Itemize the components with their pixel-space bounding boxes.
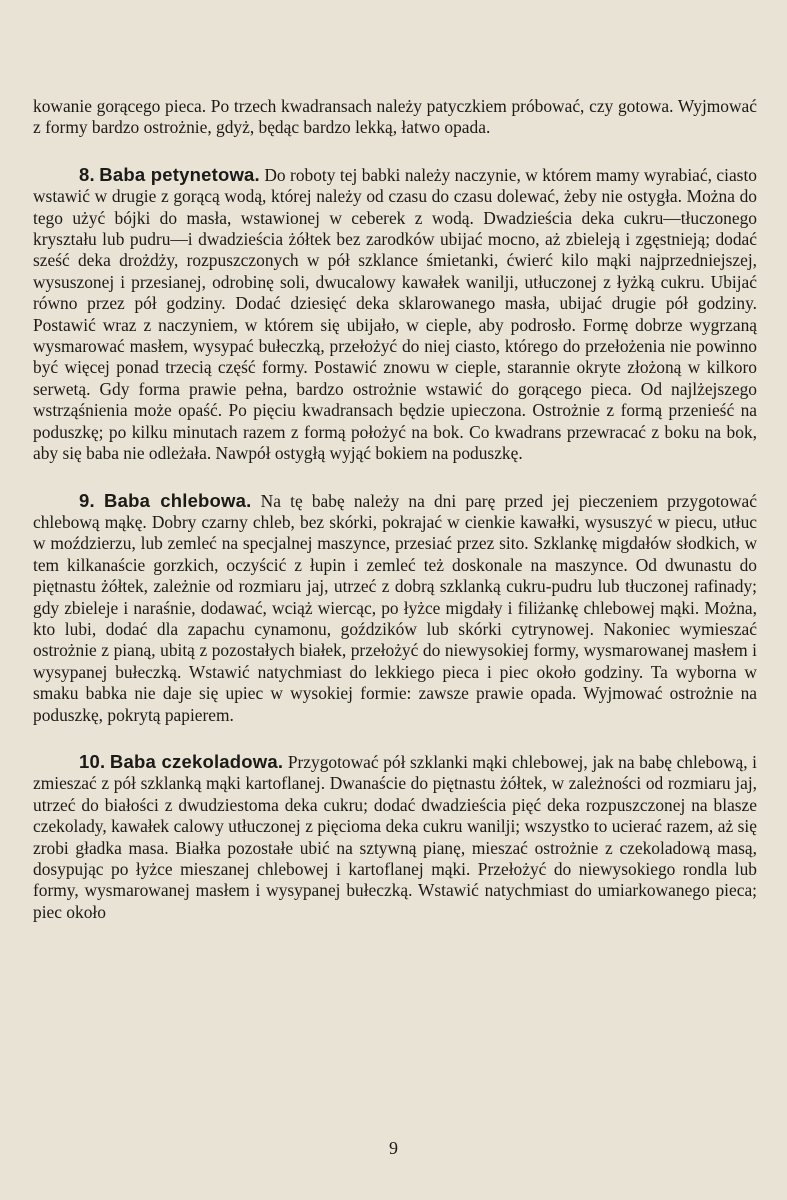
recipe-text: Do roboty tej babki należy naczynie, w którem mamy wyrabiać, ciasto wstawić w drugie z gorącą wodą, której należy od czasu do czasu dolewać, żeby nie ostygła. Można do tego użyć bójki do masła, wstawionej w ceberek z wodą. Dwadzieścia deka cukru—tłuczonego kryształu lub pudru—i dwadzieścia żółtek bez zarodków ubijać mocno, aż zbieleją i zgęstnieją; dodać sześć deka drożdży, rozpuszczonych w pół szklance śmietanki, ćwierć kilo mąki najprzedniejszej, wysuszonej i przesianej, odrobinę soli, dwucalowy kawałek wanilji, utłuczonej z łyżką cukru. Ubijać równo przez pół godziny. Dodać dziesięć deka sklarowanego masła, ubijać drugie pół godziny. Postawić wraz z naczyniem, w którem się ubijało, w cieple, aby podrosło. Formę dobrze wygrzaną wysmarować masłem, wysypać bułeczką, przełożyć do niej ciasto, którego do przełożenia nie powinno być więcej ponad trzecią część formy. Postawić znowu w cieple, starannie okryte złożoną w kilkoro serwetą. Gdy forma prawie pełna, bardzo ostrożnie wstawić do gorącego pieca. Od najlżejszego wstrząśnienia może opaść. Po pięciu kwadransach będzie upieczona. Ostrożnie z formą przenieść na poduszkę; po kilku minutach razem z formą położyć na bok. Co kwadrans przewracać z boku na bok, aby się baba nie odleżała. Nawpół ostygłą wyjąć bokiem na poduszkę. xyxy=(33,164,757,464)
recipe-number: 10. xyxy=(79,750,106,772)
recipe-title: Baba czekoladowa. xyxy=(109,750,284,772)
recipe-text: Na tę babę należy na dni parę przed jej pieczeniem przygotować chlebową mąkę. Dobry czarny chleb, bez skórki, pokrajać w cienkie kawałki, wysuszyć w piecu, utłuc w moździerzu, lub zemleć na specjalnej maszynce, przesiać przez sito. Szklankę migdałów słodkich, w tem kilkanaście gorzkich, oczyścić z łupin i zemleć też doskonale na maszynce. Od dwunastu do piętnastu żółtek, zależnie od rozmiaru jaj, utrzeć z dobrą szklanką cukru-pudru lub tłuczonej rafinady; gdy zbieleje i naraśnie, dodawać, wciąż wiercąc, po łyżce migdały i filiżankę chlebowej mąki. Można, kto lubi, dodać dla zapachu cynamonu, goździków lub skórki cytrynowej. Nakoniec wymieszać ostrożnie z pianą, ubitą z pozostałych białek, przełożyć do niewysokiej formy, wysmarowanej masłem i wysypanej bułeczką. Wstawić natychmiast do lekkiego pieca i piec około godziny. Ta wyborna w smaku babka nie daje się upiec w wysokiej formie: zawsze prawie opada. Wyjmować ostrożnie na poduszkę, pokrytą papierem. xyxy=(33,490,757,725)
recipe-text: Przygotować pół szklanki mąki chlebowej, jak na babę chlebową, i zmieszać z pół szklanką mąki kartoflanej. Dwanaście do piętnastu żółtek, w zależności od rozmiaru jaj, utrzeć do białości z dwudziestoma deka cukru; dodać dwadzieścia pięć deka rozpuszczonej na blasze czekolady, kawałek calowy utłuczonej z pięcioma deka cukru wanilji; wszystko to ucierać razem, aż się zrobi gładka masa. Białka pozostałe ubić na sztywną pianę, mieszać ostrożnie z czekoladową masą, dosypując po łyżce mieszanej chlebowej i kartoflanej mąki. Przełożyć do niewysokiego rondla lub formy, wysmarowanej masłem i wysypanej bułeczką. Wstawić natychmiast do umiarkowanego pieca; piec około xyxy=(33,751,757,922)
recipe-number: 8. xyxy=(79,163,95,185)
recipe-10 xyxy=(33,751,757,923)
recipe-title: Baba chlebowa. xyxy=(104,489,252,511)
recipe-8 xyxy=(33,164,757,465)
recipe-9 xyxy=(33,490,757,726)
recipe-title: Baba petynetowa. xyxy=(99,163,260,185)
continuation-paragraph: kowanie gorącego pieca. Po trzech kwadransach należy patyczkiem próbować, czy gotowa. Wyjmować z formy bardzo ostrożnie, gdyż, będąc bardzo lekką, łatwo opada. xyxy=(33,96,757,138)
recipe-number: 9. xyxy=(79,489,95,511)
page-number: 9 xyxy=(389,1138,398,1158)
